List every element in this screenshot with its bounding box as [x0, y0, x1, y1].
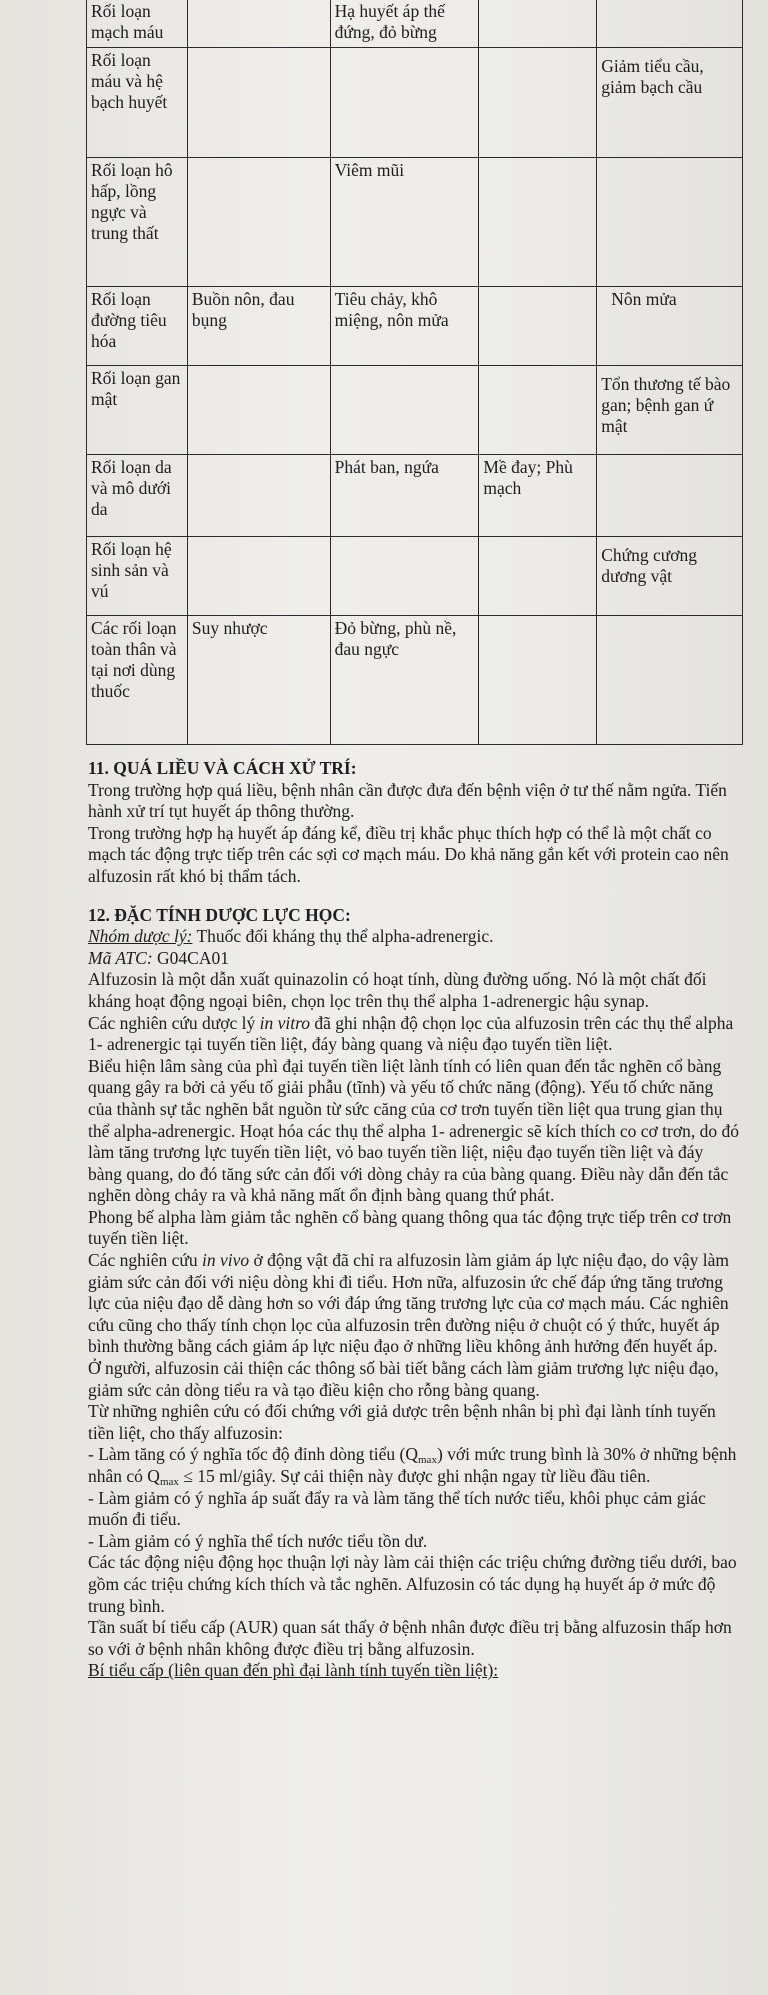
table-cell [479, 616, 597, 745]
adverse-effects-table [86, 0, 743, 745]
table-cell: Nôn mửa [597, 287, 743, 366]
atc-value: G04CA01 [152, 947, 229, 968]
table-cell [187, 48, 330, 158]
table-cell [187, 455, 330, 537]
table-cell [479, 537, 597, 616]
paragraph: Phong bế alpha làm giảm tắc nghẽn cổ bàng quang thông qua tác động trực tiếp trên cơ trơn tuyến tiền liệt. [88, 1206, 732, 1249]
table-row [87, 158, 743, 287]
table-cell: Các rối loạn toàn thân và tại nơi dùng thuốc [87, 616, 188, 745]
table-cell: Rối loạn hệ sinh sản và vú [87, 537, 188, 616]
table-row [87, 537, 743, 616]
paragraph: Trong trường hợp hạ huyết áp đáng kể, điều trị khắc phục thích hợp có thể là một chất co mạch tác động trực tiếp trên các sợi cơ mạch máu. Do khả năng gắn kết với protein cao nên alfuzosin rất khó bị thẩm tách. [88, 822, 729, 886]
table-cell [597, 455, 743, 537]
section-heading-overdose: 11. QUÁ LIỀU VÀ CÁCH XỬ TRÍ: [88, 758, 357, 778]
list-item: - Làm giảm có ý nghĩa áp suất đẩy ra và làm tăng thể tích nước tiểu, khôi phục cảm giác muốn đi tiểu. [88, 1487, 706, 1530]
table-cell: Rối loạn đường tiêu hóa [87, 287, 188, 366]
paragraph: Các tác động niệu động học thuận lợi này làm cải thiện các triệu chứng đường tiểu dưới, bao gồm các triệu chứng kích thích và tắc nghẽn. Alfuzosin có tác dụng hạ huyết áp ở mức độ trung bình. [88, 1552, 737, 1616]
text-run: Các nghiên cứu [88, 1250, 202, 1271]
table-row [87, 455, 743, 537]
table-cell [597, 616, 743, 745]
paragraph [88, 1250, 740, 1358]
leaflet-text [88, 758, 740, 1682]
text-run: đã ghi nhận độ chọn lọc của alfuzosin trên các thụ thể alpha 1- adrenergic tại tuyến tiền liệt, đáy bàng quang và niệu đạo tuyến tiền liệt. [88, 1012, 734, 1055]
table-cell [479, 287, 597, 366]
table-cell: Rối loạn máu và hệ bạch huyết [87, 48, 188, 158]
table-cell [479, 48, 597, 158]
text-run: ở động vật đã chỉ ra alfuzosin làm giảm áp lực niệu đạo, do vậy làm giảm sức cản đối với niệu dòng khi đi tiểu. Hơn nữa, alfuzosin ức chế đáp ứng tăng trương lực của niệu đạo dễ dàng hơn so với đáp ứng tăng trương lực của cơ mạch máu. Các nghiên cứu cũng cho thấy tính chọn lọc của alfuzosin trên đường niệu ở chuột có ý thức, huyết áp bình thường bằng cách giảm áp lực niệu đạo ở những liều không ảnh hưởng đến huyết áp. [88, 1250, 730, 1357]
table-row [87, 366, 743, 455]
table-cell [479, 158, 597, 287]
atc-code [88, 948, 740, 970]
paragraph: Từ những nghiên cứu có đối chứng với giả dược trên bệnh nhân bị phì đại lành tính tuyến tiền liệt, cho thấy alfuzosin: [88, 1401, 716, 1443]
group-label: Nhóm dược lý: [88, 926, 193, 947]
subheading-acute-retention [88, 1660, 740, 1682]
table-cell: Suy nhược [187, 616, 330, 745]
underlined-text: Bí tiểu cấp (liên quan đến phì đại lành tính tuyến tiền liệt): [88, 1660, 499, 1681]
text-run: Các nghiên cứu dược lý [88, 1012, 260, 1033]
paragraph: Biểu hiện lâm sàng của phì đại tuyến tiền liệt lành tính có liên quan đến tắc nghẽn cổ bàng quang gây ra bởi cả yếu tố giải phẫu (tĩnh) và yếu tố chức năng (động). Yếu tố chức năng của thành sự tắc nghẽn bắt nguồn từ sức căng của cơ trơn tuyến tiền liệt qua trung gian thụ thể alpha-adrenergic. Hoạt hóa các thụ thể alpha 1- adrenergic sẽ kích thích co cơ trơn, do đó làm tăng trương lực tuyến tiền liệt, vỏ bao tuyến tiền liệt, niệu đạo tuyến tiền liệt và đáy bàng quang, do đó tăng sức cản đối với dòng chảy ra của bàng quang. Điều này dẫn đến tắc nghẽn dòng chảy ra và khả năng mất ổn định bàng quang thứ phát. [88, 1055, 740, 1206]
table-row [87, 0, 743, 48]
table-cell [330, 537, 479, 616]
table-cell: Tiêu chảy, khô miệng, nôn mửa [330, 287, 479, 366]
table-cell: Rối loạn hô hấp, lồng ngực và trung thất [87, 158, 188, 287]
subscript: max [418, 1454, 437, 1467]
text-run: ) với mức trung bình là 30% ở những bệnh nhân có Q [88, 1444, 737, 1486]
table-cell: Viêm mũi [330, 158, 479, 287]
atc-label: Mã ATC: [88, 947, 153, 968]
table-cell [597, 0, 743, 48]
italic-run: in vivo [201, 1250, 250, 1271]
italic-run: in vitro [259, 1012, 310, 1033]
paragraph: Alfuzosin là một dẫn xuất quinazolin có hoạt tính, dùng đường uống. Nó là một chất đối kháng hoạt động ngoại biên, chọn lọc trên thụ thể alpha 1-adrenergic hậu synap. [88, 969, 707, 1011]
text-run: ≤ 15 ml/giây. Sự cải thiện này được ghi nhận ngay từ liều đầu tiên. [178, 1466, 651, 1486]
subscript: max [159, 1476, 179, 1488]
table-cell: Giảm tiểu cầu, giảm bạch cầu [597, 48, 743, 158]
text-run: - Làm tăng có ý nghĩa tốc độ đỉnh dòng tiểu (Q [88, 1444, 418, 1465]
paragraph: Trong trường hợp quá liều, bệnh nhân cần được đưa đến bệnh viện ở tư thế nằm ngửa. Tiến hành xử trí tụt huyết áp thông thường. [88, 779, 727, 822]
table-cell [479, 366, 597, 455]
table-cell [187, 537, 330, 616]
table-cell [597, 158, 743, 287]
table-row [87, 287, 743, 366]
table-cell: Buồn nôn, đau bụng [187, 287, 330, 366]
table-cell: Rối loạn da và mô dưới da [87, 455, 188, 537]
list-item: - Làm giảm có ý nghĩa thể tích nước tiểu tồn dư. [88, 1530, 428, 1551]
table-cell [187, 158, 330, 287]
table-row [87, 48, 743, 158]
table-row [87, 616, 743, 745]
table-cell: Chứng cương dương vật [597, 537, 743, 616]
table-cell [187, 0, 330, 48]
list-item [88, 1444, 740, 1487]
table-cell: Hạ huyết áp thế đứng, đỏ bừng [330, 0, 479, 48]
section-heading-pharmacodynamics: 12. ĐẶC TÍNH DƯỢC LỰC HỌC: [88, 904, 351, 925]
table-cell [330, 48, 479, 158]
pharmacologic-group [88, 926, 740, 948]
table-cell: Rối loạn mạch máu [87, 0, 188, 48]
table-cell: Tổn thương tế bào gan; bệnh gan ứ mật [597, 366, 743, 455]
paragraph: Ở người, alfuzosin cải thiện các thông số bài tiết bằng cách làm giảm trương lực niệu đạo, giảm sức cản dòng tiểu ra và tạo điều kiện cho rỗng bàng quang. [88, 1358, 719, 1400]
table-cell: Rối loạn gan mật [87, 366, 188, 455]
paragraph: Tần suất bí tiểu cấp (AUR) quan sát thấy ở bệnh nhân được điều trị bằng alfuzosin thấp hơn so với ở bệnh nhân không được điều trị bằng alfuzosin. [88, 1617, 732, 1659]
table-cell [479, 0, 597, 48]
table-cell: Phát ban, ngứa [330, 455, 479, 537]
table-cell: Mề đay; Phù mạch [479, 455, 597, 537]
table-cell [187, 366, 330, 455]
group-value: Thuốc đối kháng thụ thể alpha-adrenergic. [192, 926, 494, 947]
paragraph [88, 1013, 740, 1056]
table-cell: Đỏ bừng, phù nề, đau ngực [330, 616, 479, 745]
table-cell [330, 366, 479, 455]
